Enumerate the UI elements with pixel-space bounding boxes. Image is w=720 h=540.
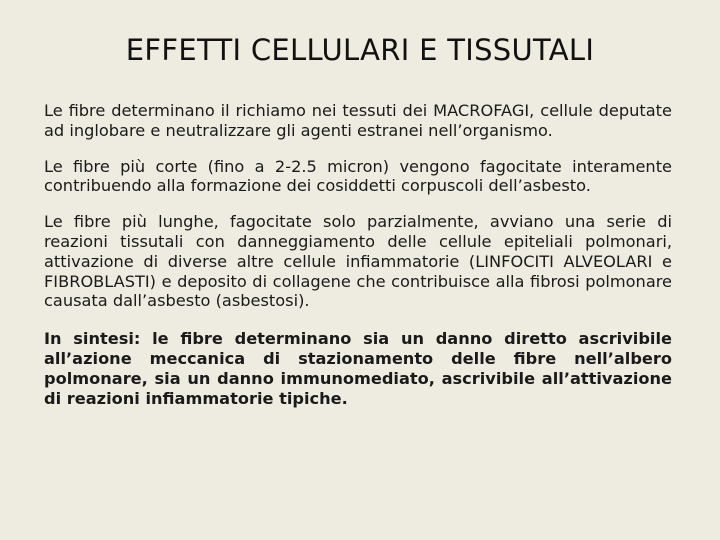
paragraph-fibre-lunghe: Le fibre più lunghe, fagocitate solo parzialmente, avviano una serie di reazioni tissutali con danneggiamento delle cellule epiteliali polmonari, attivazione di diverse altre cellule infiammatorie (LINFOCITI ALVEOLARI e FIBROBLASTI) e deposito di collagene che contribuisce alla fibrosi polmonare causata dall’asbesto (asbestosi).: [44, 212, 672, 311]
slide-title: EFFETTI CELLULARI E TISSUTALI: [125, 33, 595, 67]
paragraph-sintesi: In sintesi: le fibre determinano sia un danno diretto ascrivibile all’azione meccanica di stazionamento delle fibre nell’albero polmonare, sia un danno immunomediato, ascrivibile all’attivazione di reazioni infiammatorie tipiche.: [44, 329, 672, 408]
paragraph-macrofagi: Le fibre determinano il richiamo nei tessuti dei MACROFAGI, cellule deputate ad inglobare e neutralizzare gli agenti estranei nell’organismo.: [44, 101, 672, 140]
slide-body: [44, 101, 672, 408]
paragraph-fibre-corte: Le fibre più corte (fino a 2-2.5 micron) vengono fagocitate interamente contribuendo alla formazione dei cosiddetti corpuscoli dell’asbesto.: [44, 156, 672, 196]
